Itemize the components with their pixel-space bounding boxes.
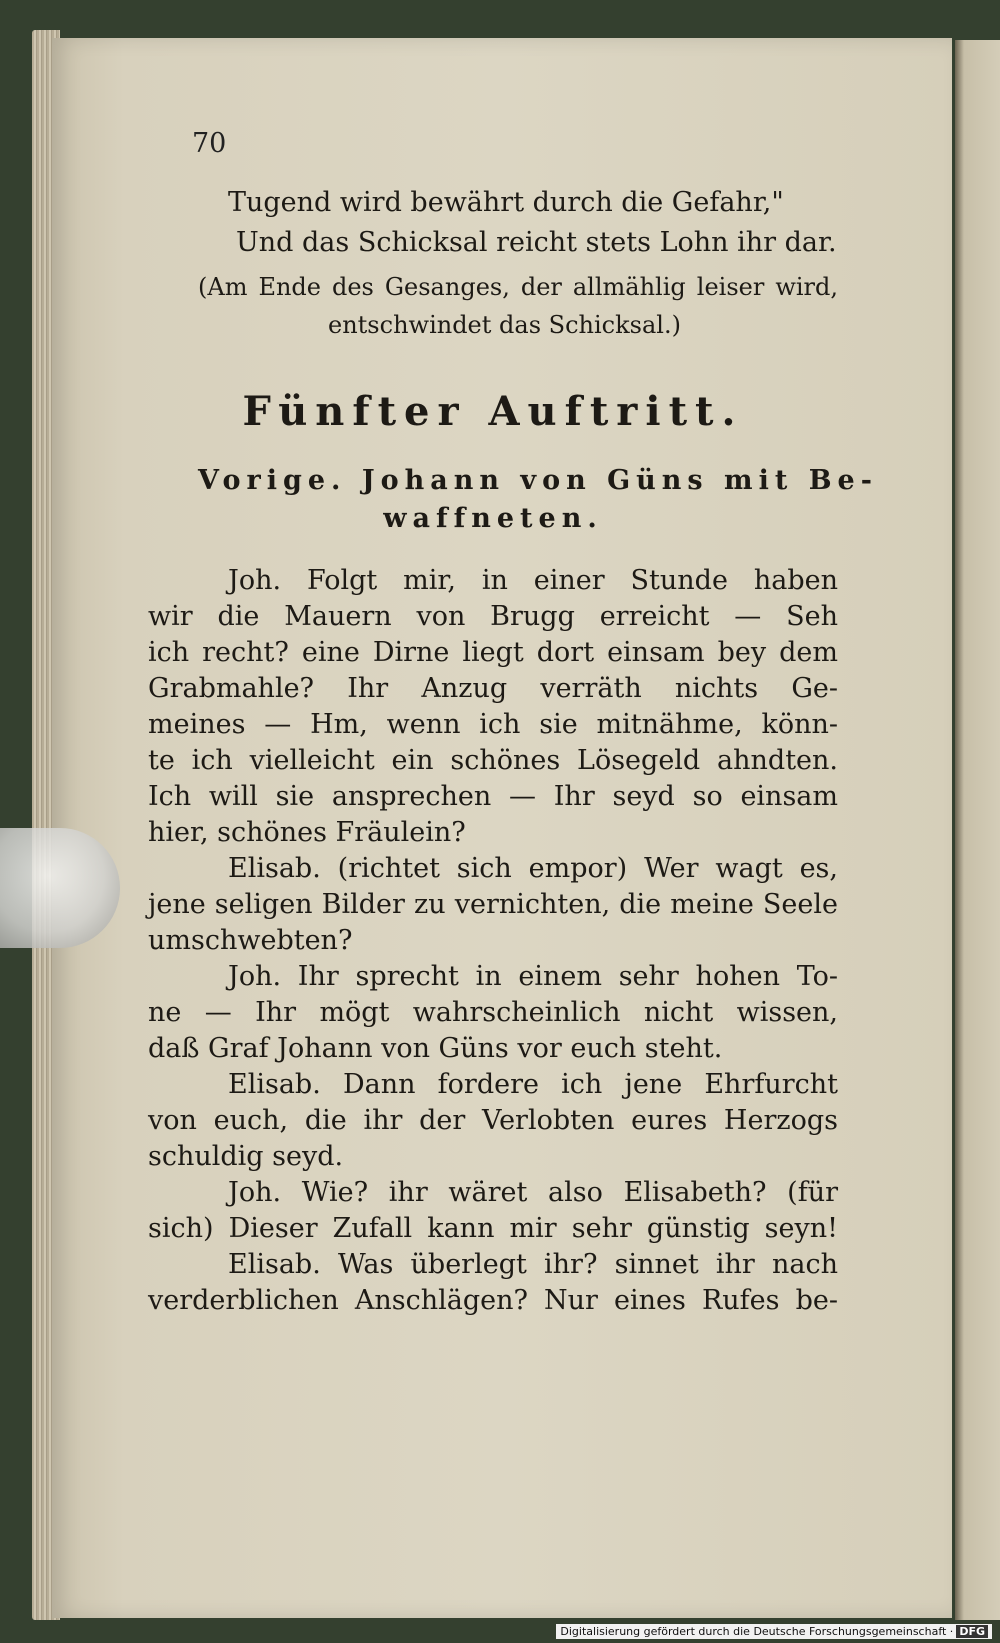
dialogue-line: von euch, die ihr der Verlobten eures Herzogs (148, 1105, 838, 1136)
dialogue-line: Elisab. Dann fordere ich jene Ehrfurcht (228, 1069, 838, 1100)
dialogue-line: jene seligen Bilder zu vernichten, die meine Seele (148, 889, 838, 920)
dialogue-line: umschwebten? (148, 925, 353, 956)
dialogue-line: Joh. Folgt mir, in einer Stunde haben (228, 565, 838, 596)
book-clip (0, 828, 120, 948)
dialogue-line: daß Graf Johann von Güns vor euch steht. (148, 1033, 723, 1064)
dialogue-line: wir die Mauern von Brugg erreicht — Seh (148, 601, 838, 632)
digitization-credit (556, 1624, 992, 1639)
dialogue-line: schuldig seyd. (148, 1141, 344, 1172)
verse-line: Tugend wird bewährt durch die Gefahr," (228, 187, 784, 218)
scene-heading: Fünfter Auftritt. (242, 388, 744, 435)
dialogue-line: Elisab. Was überlegt ihr? sinnet ihr nach (228, 1249, 838, 1280)
dialogue-line: hier, schönes Fräulein? (148, 817, 466, 848)
verse-line: Und das Schicksal reicht stets Lohn ihr dar. (236, 227, 837, 258)
dialogue-line: te ich vielleicht ein schönes Lösegeld ahndten. (148, 745, 838, 776)
cast-line: waffneten. (383, 503, 603, 534)
dialogue-line: meines — Hm, wenn ich sie mitnähme, könn- (148, 709, 838, 740)
dfg-logo: DFG (956, 1625, 988, 1638)
facing-page-edge (955, 40, 1000, 1620)
credit-text: Digitalisierung gefördert durch die Deutsche Forschungsgemeinschaft · (560, 1625, 954, 1638)
stage-direction: entschwindet das Schicksal.) (328, 311, 681, 339)
dialogue-line: verderblichen Anschlägen? Nur eines Rufes be- (148, 1285, 838, 1316)
dialogue-line: sich) Dieser Zufall kann mir sehr günstig seyn! (148, 1213, 838, 1244)
page-number: 70 (192, 128, 227, 159)
cast-line: Vorige. Johann von Güns mit Be- (198, 465, 878, 496)
dialogue-line: Ich will sie ansprechen — Ihr seyd so einsam (148, 781, 838, 812)
dialogue-line: Grabmahle? Ihr Anzug verräth nichts Ge- (148, 673, 838, 704)
stage-direction: (Am Ende des Gesanges, der allmählig leiser wird, (198, 273, 838, 301)
dialogue-line: Joh. Ihr sprecht in einem sehr hohen To- (228, 961, 838, 992)
dialogue-line: ne — Ihr mögt wahrscheinlich nicht wissen, (148, 997, 838, 1028)
dialogue-line: Joh. Wie? ihr wäret also Elisabeth? (für (228, 1177, 838, 1208)
dialogue-line: ich recht? eine Dirne liegt dort einsam bey dem (148, 637, 838, 668)
dialogue-line: Elisab. (richtet sich empor) Wer wagt es, (228, 853, 838, 884)
